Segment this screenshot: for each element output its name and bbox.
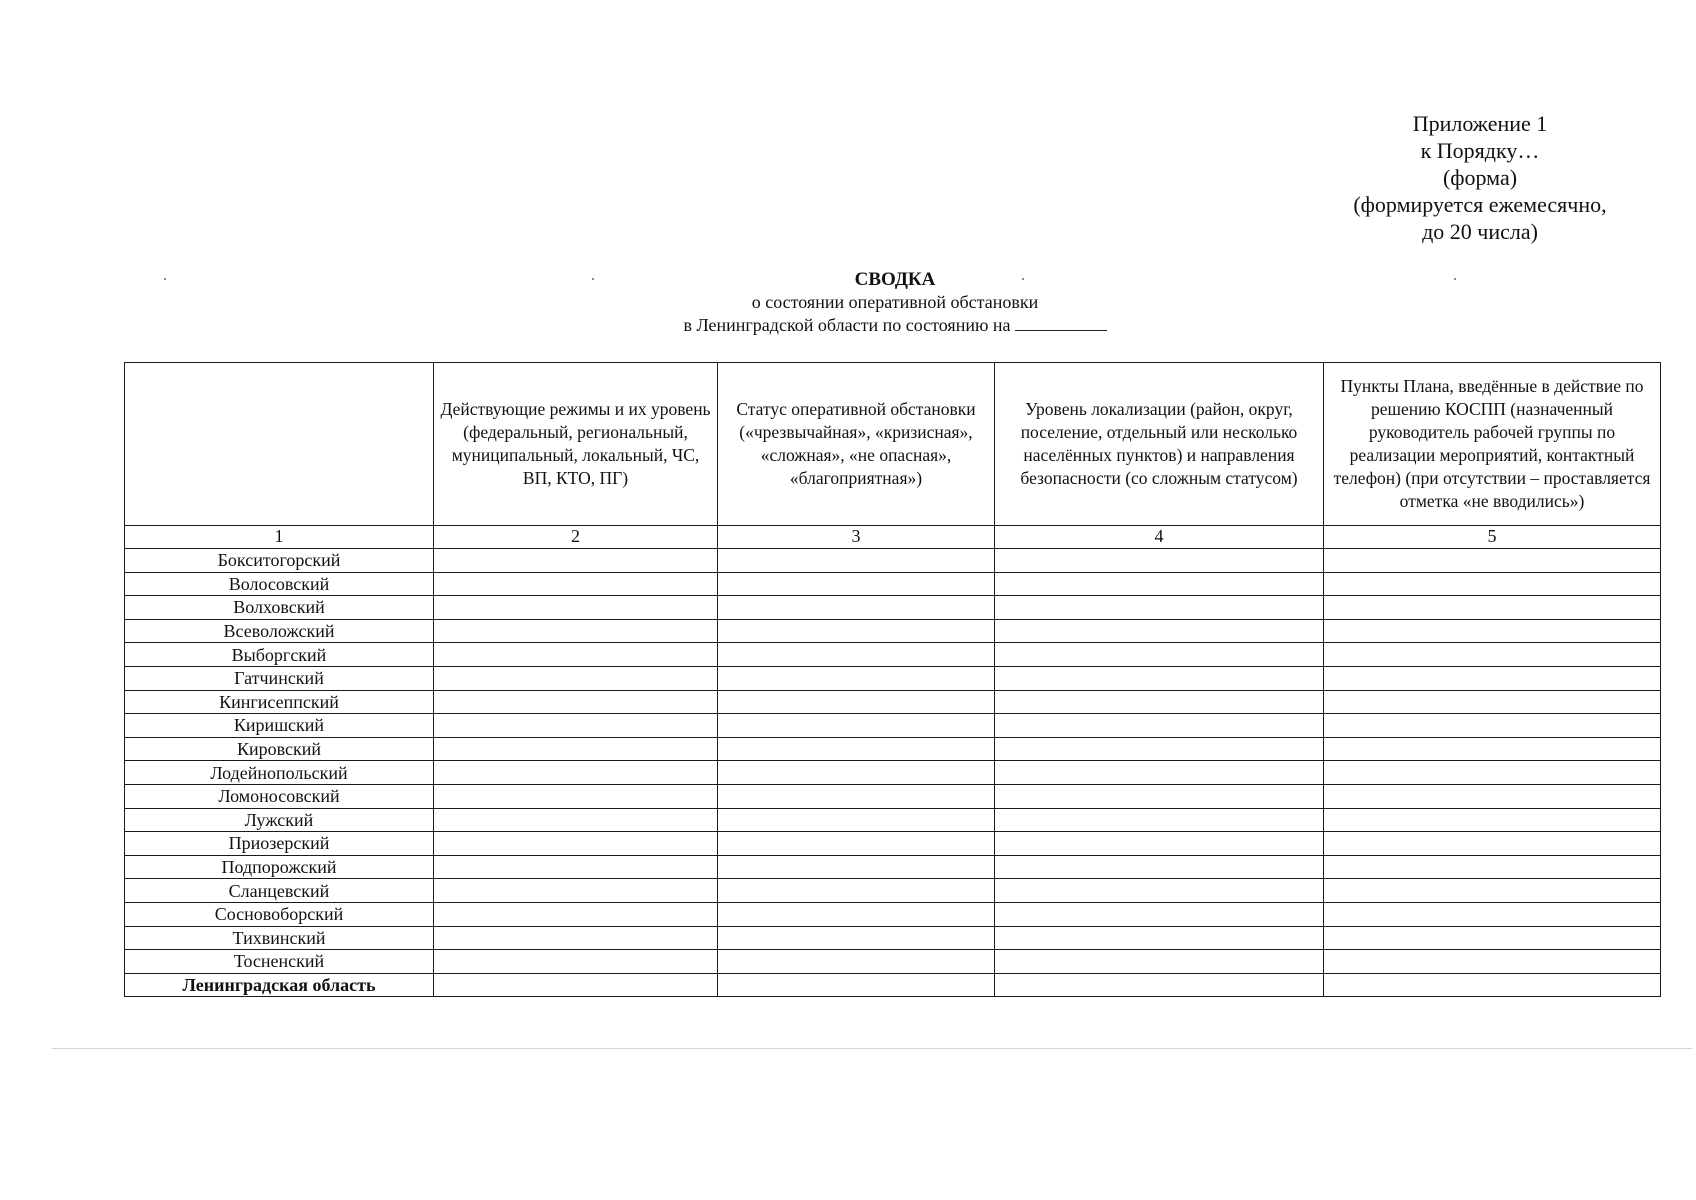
total-row-label: Ленинградская область [125, 973, 434, 997]
empty-input-cell[interactable] [434, 619, 718, 643]
table-row [125, 690, 1661, 714]
empty-input-cell[interactable] [434, 784, 718, 808]
empty-input-cell[interactable] [1324, 643, 1661, 667]
empty-input-cell[interactable] [718, 784, 995, 808]
date-line-text: в Ленинградской области по состоянию на [683, 315, 1011, 335]
empty-input-cell[interactable] [434, 643, 718, 667]
empty-input-cell[interactable] [1324, 832, 1661, 856]
empty-input-cell[interactable] [434, 832, 718, 856]
empty-input-cell[interactable] [718, 714, 995, 738]
empty-input-cell[interactable] [434, 761, 718, 785]
district-name: Киришский [125, 714, 434, 738]
table-row [125, 902, 1661, 926]
empty-input-cell[interactable] [995, 950, 1324, 974]
table-row [125, 714, 1661, 738]
empty-input-cell[interactable] [434, 666, 718, 690]
empty-input-cell[interactable] [434, 879, 718, 903]
table-row [125, 572, 1661, 596]
empty-input-cell[interactable] [718, 902, 995, 926]
district-name: Лодейнопольский [125, 761, 434, 785]
document-date-line [0, 314, 1696, 337]
empty-input-cell[interactable] [1324, 950, 1661, 974]
page-divider [52, 1048, 1692, 1049]
table-row [125, 549, 1661, 573]
empty-input-cell[interactable] [1324, 902, 1661, 926]
empty-input-cell[interactable] [995, 643, 1324, 667]
table-row [125, 596, 1661, 620]
summary-table [124, 362, 1661, 997]
appendix-reference: к Порядку… [1420, 138, 1540, 163]
empty-input-cell[interactable] [995, 761, 1324, 785]
district-name: Выборгский [125, 643, 434, 667]
table-row [125, 761, 1661, 785]
empty-input-cell[interactable] [995, 666, 1324, 690]
empty-input-cell[interactable] [1324, 572, 1661, 596]
appendix-block [1320, 110, 1640, 245]
column-number: 2 [434, 526, 718, 549]
table-row [125, 643, 1661, 667]
district-name: Ломоносовский [125, 784, 434, 808]
empty-input-cell[interactable] [1324, 879, 1661, 903]
empty-input-cell[interactable] [1324, 761, 1661, 785]
empty-input-cell[interactable] [995, 596, 1324, 620]
empty-input-cell[interactable] [434, 714, 718, 738]
document-subtitle: о состоянии оперативной обстановки [751, 292, 1039, 312]
empty-input-cell[interactable] [995, 973, 1324, 997]
empty-input-cell[interactable] [718, 690, 995, 714]
table-body [125, 549, 1661, 997]
empty-input-cell[interactable] [718, 643, 995, 667]
empty-input-cell[interactable] [995, 902, 1324, 926]
total-row [125, 973, 1661, 997]
empty-input-cell[interactable] [434, 596, 718, 620]
empty-input-cell[interactable] [718, 572, 995, 596]
empty-input-cell[interactable] [718, 549, 995, 573]
table-row [125, 619, 1661, 643]
district-name: Волховский [125, 596, 434, 620]
table-row [125, 808, 1661, 832]
empty-input-cell[interactable] [995, 737, 1324, 761]
empty-input-cell[interactable] [1324, 973, 1661, 997]
date-blank-field [1015, 314, 1107, 331]
empty-input-cell[interactable] [995, 572, 1324, 596]
empty-input-cell[interactable] [434, 572, 718, 596]
empty-input-cell[interactable] [1324, 666, 1661, 690]
table-header-row [125, 363, 1661, 526]
empty-input-cell[interactable] [995, 926, 1324, 950]
empty-input-cell[interactable] [995, 879, 1324, 903]
empty-input-cell[interactable] [1324, 690, 1661, 714]
header-localization: Уровень локализации (район, округ, поселение, отдельный или несколько населённых пунктов) и направления безопасности (со сложным статусом) [995, 363, 1324, 526]
empty-input-cell[interactable] [434, 690, 718, 714]
column-number: 5 [1324, 526, 1661, 549]
empty-input-cell[interactable] [1324, 808, 1661, 832]
empty-input-cell[interactable] [434, 737, 718, 761]
empty-input-cell[interactable] [995, 784, 1324, 808]
empty-input-cell[interactable] [995, 690, 1324, 714]
empty-input-cell[interactable] [995, 619, 1324, 643]
empty-input-cell[interactable] [995, 808, 1324, 832]
empty-input-cell[interactable] [434, 855, 718, 879]
empty-input-cell[interactable] [718, 596, 995, 620]
district-name: Кировский [125, 737, 434, 761]
header-plan-items: Пункты Плана, введённые в действие по решению КОСПП (назначенный руководитель рабочей группы по реализации мероприятий, контактный телефон) (при отсутствии – проставляется отметка «не вводились») [1324, 363, 1661, 526]
empty-input-cell[interactable] [718, 950, 995, 974]
appendix-form-label: (форма) [1442, 165, 1518, 190]
empty-input-cell[interactable] [995, 549, 1324, 573]
empty-input-cell[interactable] [718, 879, 995, 903]
table-row [125, 855, 1661, 879]
table-row [125, 666, 1661, 690]
appendix-deadline: до 20 числа) [1422, 219, 1538, 244]
empty-input-cell[interactable] [718, 761, 995, 785]
table-row [125, 832, 1661, 856]
empty-input-cell[interactable] [1324, 855, 1661, 879]
document-title: СВОДКА [854, 269, 936, 290]
empty-input-cell[interactable] [718, 808, 995, 832]
district-name: Гатчинский [125, 666, 434, 690]
district-name: Сосновоборский [125, 902, 434, 926]
empty-input-cell[interactable] [1324, 549, 1661, 573]
empty-input-cell[interactable] [434, 549, 718, 573]
empty-input-cell[interactable] [718, 832, 995, 856]
district-name: Тосненский [125, 950, 434, 974]
document-heading [0, 268, 1696, 337]
district-name: Приозерский [125, 832, 434, 856]
column-number-row [125, 526, 1661, 549]
appendix-number: Приложение 1 [1412, 111, 1548, 136]
district-name: Бокситогорский [125, 549, 434, 573]
empty-input-cell[interactable] [718, 737, 995, 761]
district-name: Всеволожский [125, 619, 434, 643]
appendix-frequency: (формируется ежемесячно, [1353, 192, 1607, 217]
empty-input-cell[interactable] [434, 902, 718, 926]
empty-input-cell[interactable] [1324, 596, 1661, 620]
empty-input-cell[interactable] [718, 666, 995, 690]
district-name: Волосовский [125, 572, 434, 596]
empty-input-cell[interactable] [434, 973, 718, 997]
header-district [125, 363, 434, 526]
empty-input-cell[interactable] [718, 973, 995, 997]
header-regimes: Действующие режимы и их уровень (федеральный, региональный, муниципальный, локальный, ЧС, ВП, КТО, ПГ) [434, 363, 718, 526]
table-row [125, 950, 1661, 974]
empty-input-cell[interactable] [434, 808, 718, 832]
column-number: 4 [995, 526, 1324, 549]
empty-input-cell[interactable] [995, 855, 1324, 879]
empty-input-cell[interactable] [718, 926, 995, 950]
table-row [125, 926, 1661, 950]
district-name: Сланцевский [125, 879, 434, 903]
column-number: 3 [718, 526, 995, 549]
empty-input-cell[interactable] [995, 714, 1324, 738]
empty-input-cell[interactable] [718, 855, 995, 879]
district-name: Подпорожский [125, 855, 434, 879]
empty-input-cell[interactable] [1324, 619, 1661, 643]
empty-input-cell[interactable] [434, 926, 718, 950]
empty-input-cell[interactable] [434, 950, 718, 974]
empty-input-cell[interactable] [1324, 714, 1661, 738]
table-row [125, 737, 1661, 761]
empty-input-cell[interactable] [995, 832, 1324, 856]
district-name: Тихвинский [125, 926, 434, 950]
empty-input-cell[interactable] [1324, 737, 1661, 761]
empty-input-cell[interactable] [1324, 784, 1661, 808]
empty-input-cell[interactable] [1324, 926, 1661, 950]
district-name: Лужский [125, 808, 434, 832]
column-number: 1 [125, 526, 434, 549]
empty-input-cell[interactable] [718, 619, 995, 643]
district-name: Кингисеппский [125, 690, 434, 714]
table-row [125, 784, 1661, 808]
header-status: Статус оперативной обстановки («чрезвычайная», «кризисная», «сложная», «не опасная», «благоприятная») [718, 363, 995, 526]
table-row [125, 879, 1661, 903]
